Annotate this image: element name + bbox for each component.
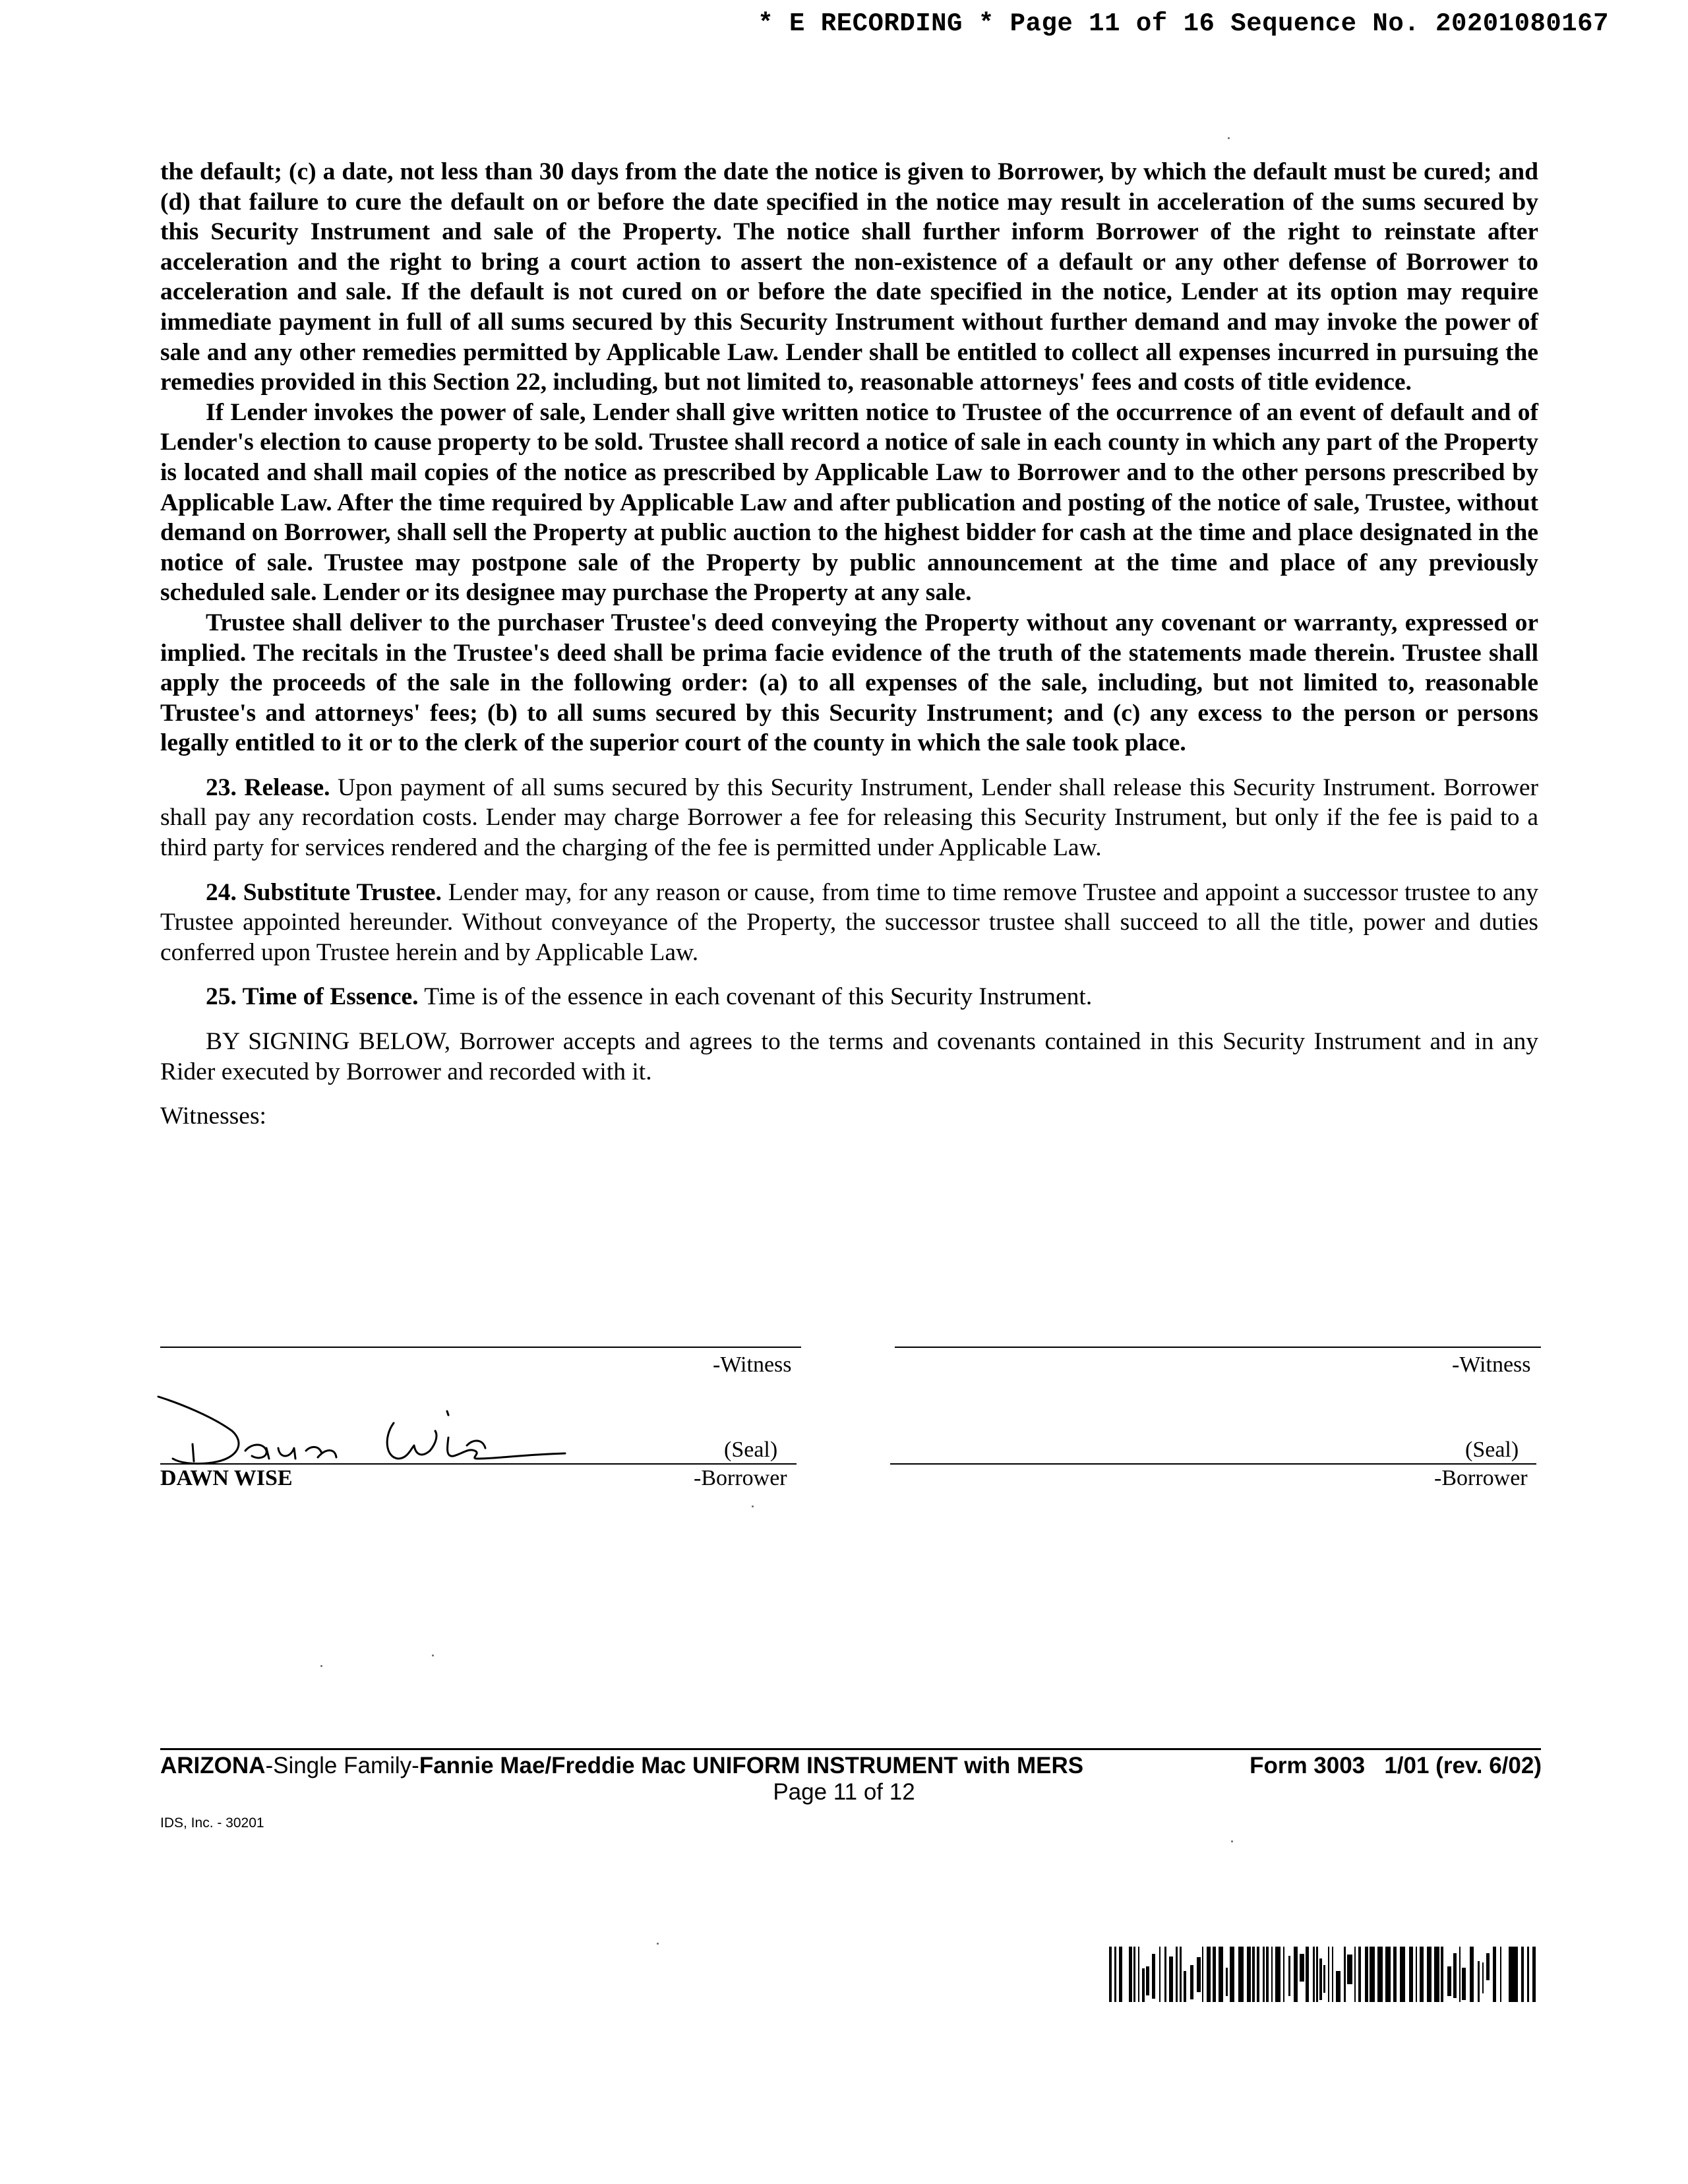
barcode-bar: [1263, 1947, 1265, 2002]
witness-line-right: [895, 1347, 1541, 1348]
barcode-bar: [1252, 1947, 1255, 2002]
barcode-bar: [1459, 1947, 1461, 2002]
barcode-bar: [1354, 1947, 1356, 2002]
barcode-bar: [1159, 1947, 1160, 2002]
barcode-bar: [1190, 1965, 1193, 1999]
section-22-continuation: [160, 157, 1538, 758]
barcode-bar: [1300, 1954, 1304, 1982]
barcode-bar: [1409, 1947, 1413, 2002]
barcode-bar: [1176, 1947, 1178, 2002]
barcode-bar: [1332, 1947, 1333, 2002]
barcode-bar: [1434, 1947, 1439, 2002]
barcode-bar: [1247, 1947, 1251, 2002]
barcode-bar: [1213, 1947, 1216, 2002]
footer-ids: IDS, Inc. - 30201: [160, 1815, 264, 1831]
barcode-bar: [1109, 1947, 1112, 2002]
barcode-bar: [1344, 1947, 1346, 2002]
section-23-release: [160, 773, 1538, 863]
section-25-time-of-essence: [160, 982, 1538, 1012]
barcode-bar: [1202, 1947, 1203, 2002]
barcode-bar: [1138, 1947, 1139, 2002]
document-body: [160, 157, 1538, 1146]
barcode-bar: [1470, 1947, 1474, 2002]
section-24-text: Lender may, for any reason or cause, from time to time remove Trustee and appoint a successor trustee to any Trustee appointed hereunder. Without conveyance of the Property, the successor trustee shall succeed to all the title, power and duties conferred upon Trustee herein and by Applicable Law.: [160, 878, 1538, 966]
barcode-bar: [1114, 1947, 1116, 2002]
section-23-title: 23. Release.: [206, 774, 330, 801]
barcode-bar: [1152, 1954, 1155, 1999]
footer-state: ARIZONA: [160, 1753, 266, 1778]
barcode-bar: [1347, 1955, 1352, 1984]
remaining-sections: [160, 773, 1538, 1132]
barcode-bar: [1500, 1947, 1501, 2002]
barcode-bar: [1180, 1947, 1182, 2002]
barcode-bar: [1294, 1947, 1298, 2002]
borrower-line-left: [160, 1463, 797, 1465]
barcode-bar: [1377, 1947, 1383, 2002]
signing-statement: BY SIGNING BELOW, Borrower accepts and agrees to the terms and covenants contained in this Security Instrument and in any Rider executed by Borrower and recorded with it.: [160, 1028, 1538, 1085]
borrower-signature: [153, 1385, 588, 1471]
seal-label-left: (Seal): [724, 1438, 778, 1462]
barcode-bar: [1238, 1947, 1244, 2002]
scan-speck: [1231, 1840, 1233, 1842]
borrower-line-right: [890, 1463, 1536, 1465]
barcode-bar: [1119, 1947, 1122, 2002]
borrower-label-left: -Borrower: [694, 1466, 787, 1490]
barcode-bar: [1184, 1971, 1186, 2002]
witness-label-right: -Witness: [1452, 1352, 1531, 1377]
barcode-bar: [1197, 1957, 1201, 1992]
footer-desc-bold: Fannie Mae/Freddie Mac UNIFORM INSTRUMENT with MERS: [419, 1753, 1084, 1778]
barcode-bar: [1283, 1947, 1284, 2002]
barcode-bar: [1453, 1953, 1457, 1998]
barcode-bar: [1129, 1947, 1132, 2002]
barcode-bar: [1142, 1968, 1145, 2002]
barcode-bar: [1271, 1947, 1273, 2002]
barcode-bar: [1532, 1947, 1536, 2002]
barcode-bar: [1370, 1947, 1375, 2002]
barcode-bar: [1416, 1947, 1417, 2002]
barcode-bar: [1257, 1947, 1259, 2002]
barcode-bar: [1486, 1953, 1490, 1980]
recording-header: * E RECORDING * Page 11 of 16 Sequence No. 20201080167: [758, 9, 1609, 38]
footer-page-number: Page 11 of 12: [773, 1779, 915, 1805]
barcode-bar: [1358, 1947, 1361, 2002]
footer-rule: [160, 1748, 1541, 1750]
borrower-label-right: -Borrower: [1434, 1466, 1528, 1490]
barcode-bar: [1316, 1947, 1318, 2002]
barcode-bar: [1313, 1947, 1315, 2002]
footer-desc-plain: -Single Family-: [265, 1753, 419, 1778]
barcode-bar: [1493, 1947, 1496, 2002]
borrower-name: DAWN WISE: [160, 1466, 293, 1490]
witnesses-label: Witnesses:: [160, 1103, 266, 1130]
barcode-bar: [1478, 1961, 1480, 2002]
section-24-substitute-trustee: [160, 878, 1538, 968]
barcode-bar: [1441, 1947, 1443, 2002]
barcode-bar: [1164, 1947, 1166, 2002]
scan-speck: [657, 1943, 659, 1945]
barcode-bar: [1447, 1966, 1451, 1996]
barcode-bar: [1323, 1965, 1325, 1993]
barcode-bar: [1527, 1947, 1529, 2002]
barcode-bar: [1169, 1957, 1173, 2002]
footer-form-number: Form 3003 1/01 (rev. 6/02): [1250, 1753, 1542, 1778]
barcode-bar: [1219, 1947, 1223, 2002]
barcode-bar: [1266, 1947, 1269, 2002]
barcode-bar: [1521, 1947, 1524, 2002]
barcode-bar: [1336, 1971, 1341, 2002]
barcode-bar: [1275, 1947, 1281, 2002]
scan-speck: [320, 1665, 322, 1667]
recording-barcode: [1108, 1947, 1543, 2002]
section-25-title: 25. Time of Essence.: [206, 983, 419, 1011]
footer-form-title: [160, 1753, 1083, 1779]
barcode-bar: [1385, 1947, 1391, 2002]
witness-label-left: -Witness: [713, 1352, 792, 1377]
scan-speck: [1228, 137, 1230, 139]
barcode-bar: [1462, 1968, 1466, 2000]
section-25-text: Time is of the essence in each covenant of this Security Instrument.: [418, 983, 1093, 1011]
seal-label-right: (Seal): [1465, 1438, 1519, 1462]
barcode-bar: [1365, 1947, 1368, 2002]
paragraph-trustee-deed: Trustee shall deliver to the purchaser Trustee's deed conveying the Property without any covenant or warranty, expressed or implied. The recitals in the Trustee's deed shall be prima facie evidence of the truth of the statements made therein. Trustee shall apply the proceeds of the sale in the following order: (a) to all expenses of the sale, including, but not limited to, reasonable Trustee's and attorneys' fees; (b) to all sums secured by this Security Instrument; and (c) any excess to the person or persons legally entitled to it or to the clerk of the superior court of the county in which the sale took place.: [160, 609, 1538, 757]
barcode-bar: [1133, 1947, 1135, 2002]
barcode-bar: [1288, 1956, 1290, 1996]
barcode-bar: [1420, 1947, 1424, 2002]
barcode-bar: [1328, 1947, 1329, 2002]
barcode-bar: [1207, 1947, 1211, 2002]
section-24-title: 24. Substitute Trustee.: [206, 878, 442, 906]
barcode-bar: [1393, 1947, 1397, 2002]
barcode-bar: [1226, 1968, 1228, 1996]
barcode-bar: [1319, 1958, 1322, 2000]
paragraph-default-notice: the default; (c) a date, not less than 30 days from the date the notice is given to Borrower, by which the default must be cured; and (d) that failure to cure the default on or before the date specified in the notice may result in acceleration of the sums secured by this Security Instrument and sale of the Property. The notice shall further inform Borrower of the right to reinstate after acceleration and the right to bring a court action to assert the non-existence of a default or any other defense of Borrower to acceleration and sale. If the default is not cured on or before the date specified in the notice, Lender at its option may require immediate payment in full of all sums secured by this Security Instrument without further demand and may invoke the power of sale and any other remedies permitted by Applicable Law. Lender shall be entitled to collect all expenses incurred in pursuing the remedies provided in this Section 22, including, but not limited to, reasonable attorneys' fees and costs of title evidence.: [160, 158, 1538, 396]
barcode-bar: [1427, 1947, 1432, 2002]
paragraph-power-of-sale: If Lender invokes the power of sale, Lender shall give written notice to Trustee of the occurrence of an event of default and of Lender's election to cause property to be sold. Trustee shall record a notice of sale in each county in which any part of the Property is located and shall mail copies of the notice as prescribed by Applicable Law to Borrower and to the other persons prescribed by Applicable Law. After the time required by Applicable Law and after publication and posting of the notice of sale, Trustee, without demand on Borrower, shall sell the Property at public auction to the highest bidder for cash at the time and place designated in the notice of sale. Trustee may postpone sale of the Property by public announcement at the time and place of any previously scheduled sale. Lender or its designee may purchase the Property at any sale.: [160, 398, 1538, 607]
barcode-bar: [1306, 1947, 1309, 2002]
witness-line-left: [160, 1347, 801, 1348]
barcode-bar: [1230, 1947, 1234, 2002]
scan-speck: [432, 1654, 434, 1656]
barcode-bar: [1146, 1966, 1149, 1995]
section-23-text: Upon payment of all sums secured by this Security Instrument, Lender shall release this Security Instrument. Borrower shall pay any recordation costs. Lender may charge Borrower a fee for releasing this Security Instrument, but only if the fee is paid to a third party for services rendered and the charging of the fee is permitted under Applicable Law.: [160, 774, 1539, 862]
barcode-bar: [1400, 1947, 1405, 2002]
barcode-bar: [1482, 1962, 1484, 1993]
scan-speck: [752, 1505, 754, 1507]
barcode-bar: [1509, 1947, 1518, 2002]
